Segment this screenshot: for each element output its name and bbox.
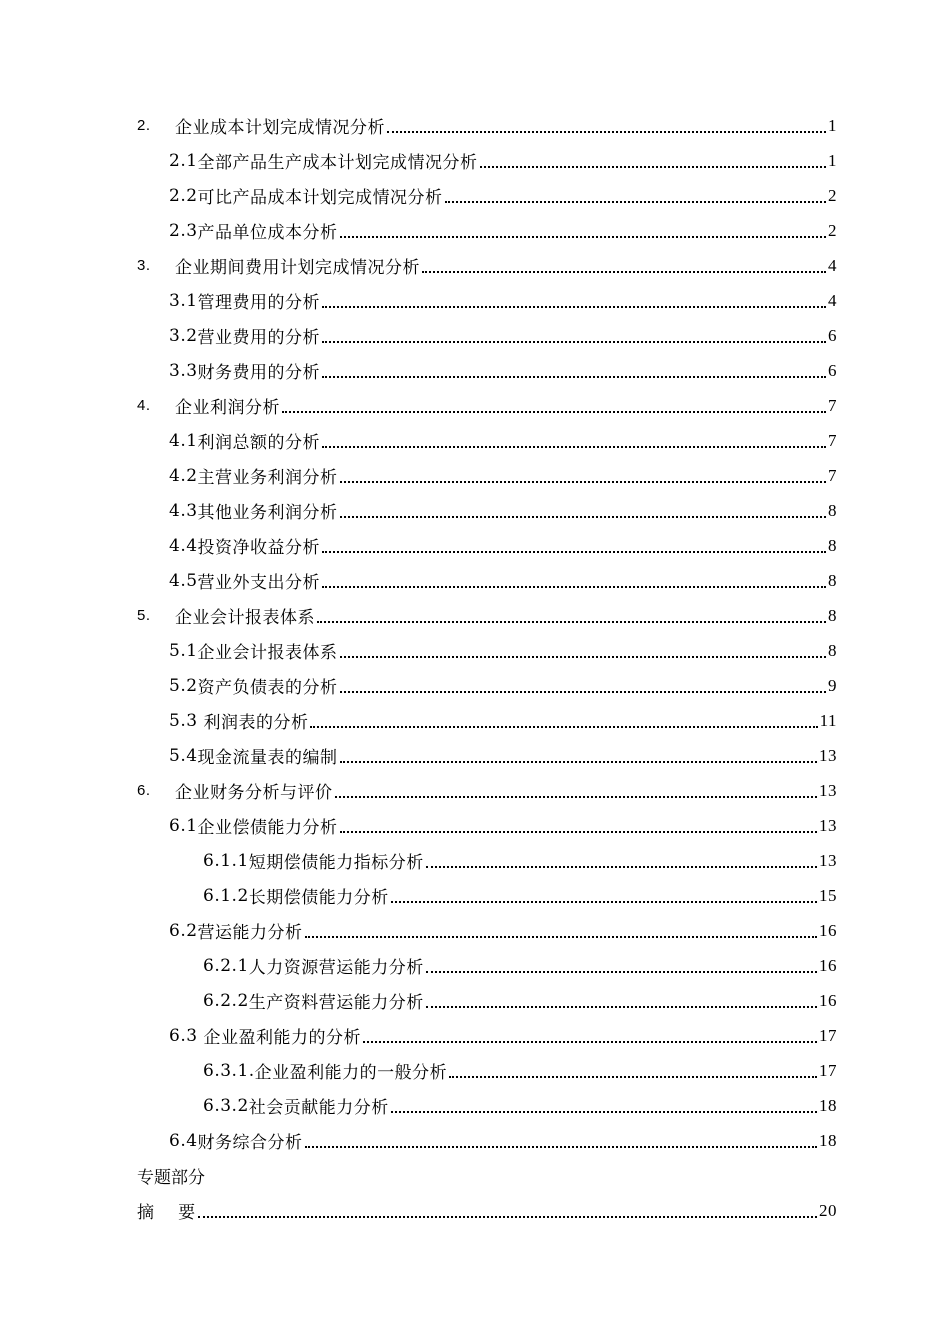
toc-entry-number: 6.1.1 bbox=[203, 850, 249, 871]
dot-leader bbox=[340, 690, 826, 693]
toc-entry-number: 3.1 bbox=[169, 290, 198, 311]
toc-entry-number: 4.3 bbox=[169, 500, 198, 521]
toc-entry-title: 企业偿债能力分析 bbox=[197, 818, 338, 838]
toc-entry[interactable] bbox=[137, 423, 837, 458]
toc-entry-page: 8 bbox=[828, 570, 837, 590]
toc-entry-page: 7 bbox=[828, 430, 837, 450]
dot-leader bbox=[322, 445, 826, 448]
toc-entry-title: 企业会计报表体系 bbox=[197, 643, 338, 663]
toc-entry[interactable] bbox=[137, 318, 837, 353]
toc-entry-title: 社会贡献能力分析 bbox=[248, 1098, 389, 1118]
toc-entry-title: 企业会计报表体系 bbox=[175, 608, 315, 628]
dot-leader bbox=[322, 340, 826, 343]
toc-entry-page: 1 bbox=[828, 150, 837, 170]
dot-leader bbox=[340, 760, 817, 763]
dot-leader bbox=[340, 830, 817, 833]
toc-entry[interactable] bbox=[137, 283, 837, 318]
toc-entry-title: 人力资源营运能力分析 bbox=[248, 958, 424, 978]
toc-entry-page: 4 bbox=[828, 290, 837, 310]
toc-entry-page: 7 bbox=[828, 465, 837, 485]
toc-entry-title: 全部产品生产成本计划完成情况分析 bbox=[197, 153, 478, 173]
dot-leader bbox=[480, 165, 826, 168]
toc-entry[interactable] bbox=[137, 388, 837, 423]
toc-entry-title: 生产资料营运能力分析 bbox=[248, 993, 424, 1013]
dot-leader bbox=[310, 725, 817, 728]
toc-entry-page: 8 bbox=[828, 605, 837, 625]
toc-entry-number: 4.4 bbox=[169, 535, 198, 556]
toc-entry-title: 营业费用的分析 bbox=[197, 328, 321, 348]
toc-entry[interactable] bbox=[137, 878, 837, 913]
toc-entry-title: 管理费用的分析 bbox=[197, 293, 321, 313]
toc-entry-number: 3.2 bbox=[169, 325, 198, 346]
toc-entry-number: 2.2 bbox=[169, 185, 198, 206]
toc-entry-page: 2 bbox=[828, 185, 837, 205]
toc-entry-page: 11 bbox=[819, 710, 837, 730]
dot-leader bbox=[322, 305, 826, 308]
toc-entry-page: 9 bbox=[828, 675, 837, 695]
dot-leader bbox=[363, 1040, 817, 1043]
toc-entry-number: 5.4 bbox=[169, 745, 198, 766]
toc-entry[interactable] bbox=[137, 598, 837, 633]
toc-entry-title: 企业盈利能力的一般分析 bbox=[254, 1063, 448, 1083]
toc-entry[interactable] bbox=[137, 808, 837, 843]
dot-leader bbox=[387, 130, 826, 133]
toc-entry[interactable] bbox=[137, 493, 837, 528]
toc-entry-number: 6.2.1 bbox=[203, 955, 249, 976]
toc-entry-page: 6 bbox=[828, 360, 837, 380]
dot-leader bbox=[322, 550, 826, 553]
table-of-contents bbox=[137, 108, 837, 1228]
toc-entry-number: 6.3.1. bbox=[203, 1060, 255, 1081]
toc-entry-page: 18 bbox=[819, 1095, 837, 1115]
toc-entry-page: 13 bbox=[819, 745, 837, 765]
toc-entry-number: 6.4 bbox=[169, 1130, 198, 1151]
toc-entry[interactable] bbox=[137, 528, 837, 563]
toc-entry-number: 5.3 bbox=[169, 710, 198, 731]
toc-entry[interactable] bbox=[137, 563, 837, 598]
dot-leader bbox=[426, 865, 817, 868]
toc-entry-page: 16 bbox=[819, 955, 837, 975]
toc-entry[interactable] bbox=[137, 773, 837, 808]
toc-entry-number: 6.1 bbox=[169, 815, 198, 836]
toc-entry-title: 财务费用的分析 bbox=[197, 363, 321, 383]
toc-entry-number: 5. bbox=[137, 607, 151, 624]
toc-entry-page: 8 bbox=[828, 640, 837, 660]
toc-entry-page: 8 bbox=[828, 500, 837, 520]
dot-leader bbox=[340, 235, 826, 238]
toc-entry-title: 营业外支出分析 bbox=[197, 573, 321, 593]
toc-entry-page: 16 bbox=[819, 920, 837, 940]
toc-entry-page: 6 bbox=[828, 325, 837, 345]
toc-entry-page: 8 bbox=[828, 535, 837, 555]
dot-leader bbox=[422, 270, 826, 273]
toc-entry-title: 企业盈利能力的分析 bbox=[197, 1028, 361, 1048]
toc-entry-number: 2.3 bbox=[169, 220, 198, 241]
toc-entry[interactable] bbox=[137, 143, 837, 178]
toc-entry[interactable] bbox=[137, 178, 837, 213]
toc-entry[interactable] bbox=[137, 948, 837, 983]
toc-entry-number: 6.2 bbox=[169, 920, 198, 941]
dot-leader bbox=[445, 200, 826, 203]
toc-entry-page: 13 bbox=[819, 850, 837, 870]
toc-entry[interactable] bbox=[137, 1088, 837, 1123]
toc-entry-number: 6.3 bbox=[169, 1025, 198, 1046]
dot-leader bbox=[391, 900, 817, 903]
section-heading: 专题部分 bbox=[137, 1168, 205, 1188]
toc-entry-title: 其他业务利润分析 bbox=[197, 503, 338, 523]
toc-entry-title: 利润总额的分析 bbox=[197, 433, 321, 453]
toc-entry-title: 营运能力分析 bbox=[197, 923, 303, 943]
dot-leader bbox=[426, 970, 817, 973]
toc-entry[interactable] bbox=[137, 248, 837, 283]
toc-entry-number: 4.1 bbox=[169, 430, 198, 451]
toc-entry-page: 13 bbox=[819, 815, 837, 835]
dot-leader bbox=[340, 480, 826, 483]
dot-leader bbox=[340, 655, 826, 658]
toc-list bbox=[137, 108, 837, 1158]
toc-entry-number: 5.1 bbox=[169, 640, 198, 661]
toc-entry[interactable] bbox=[137, 1123, 837, 1158]
toc-entry-title: 主营业务利润分析 bbox=[197, 468, 338, 488]
toc-entry-number: 5.2 bbox=[169, 675, 198, 696]
toc-entry-page: 15 bbox=[819, 885, 837, 905]
toc-entry-title: 财务综合分析 bbox=[197, 1133, 303, 1153]
dot-leader bbox=[449, 1075, 817, 1078]
toc-entry-number: 6.3.2 bbox=[203, 1095, 249, 1116]
dot-leader bbox=[391, 1110, 817, 1113]
toc-entry-number: 6. bbox=[137, 782, 151, 799]
toc-entry[interactable] bbox=[137, 843, 837, 878]
toc-entry-page: 16 bbox=[819, 990, 837, 1010]
toc-entry-number: 3.3 bbox=[169, 360, 198, 381]
toc-entry[interactable] bbox=[137, 353, 837, 388]
toc-entry-number: 6.1.2 bbox=[203, 885, 249, 906]
toc-entry-title: 企业利润分析 bbox=[175, 398, 280, 418]
toc-entry-page: 20 bbox=[819, 1200, 837, 1220]
toc-entry-title: 资产负债表的分析 bbox=[197, 678, 338, 698]
toc-entry-number: 3. bbox=[137, 257, 151, 274]
toc-entry[interactable] bbox=[137, 633, 837, 668]
toc-entry-page: 2 bbox=[828, 220, 837, 240]
dot-leader bbox=[340, 515, 826, 518]
toc-entry-title: 利润表的分析 bbox=[197, 713, 309, 733]
dot-leader bbox=[282, 410, 826, 413]
toc-entry-title: 产品单位成本分析 bbox=[197, 223, 338, 243]
toc-entry-title: 企业成本计划完成情况分析 bbox=[175, 118, 385, 138]
dot-leader bbox=[305, 935, 817, 938]
dot-leader bbox=[322, 375, 826, 378]
dot-leader bbox=[322, 585, 826, 588]
dot-leader bbox=[426, 1005, 817, 1008]
toc-entry-number: 4.2 bbox=[169, 465, 198, 486]
toc-entry-title: 现金流量表的编制 bbox=[197, 748, 338, 768]
toc-entry-number: 4. bbox=[137, 397, 151, 414]
dot-leader bbox=[335, 795, 818, 798]
toc-entry[interactable] bbox=[137, 458, 837, 493]
toc-entry-title: 可比产品成本计划完成情况分析 bbox=[197, 188, 443, 208]
dot-leader bbox=[305, 1145, 817, 1148]
toc-entry-page: 18 bbox=[819, 1130, 837, 1150]
toc-entry-number: 2. bbox=[137, 117, 151, 134]
toc-entry-page: 17 bbox=[819, 1025, 837, 1045]
toc-entry-title: 投资净收益分析 bbox=[197, 538, 321, 558]
toc-entry-abstract[interactable] bbox=[137, 1193, 837, 1228]
toc-entry[interactable] bbox=[137, 703, 837, 738]
toc-entry-page: 7 bbox=[828, 395, 837, 415]
toc-entry[interactable] bbox=[137, 983, 837, 1018]
toc-entry-page: 4 bbox=[828, 255, 837, 275]
toc-entry[interactable] bbox=[137, 668, 837, 703]
toc-entry-number: 2.1 bbox=[169, 150, 198, 171]
toc-entry-page: 1 bbox=[828, 115, 837, 135]
toc-entry-title: 企业期间费用计划完成情况分析 bbox=[175, 258, 420, 278]
toc-entry-page: 17 bbox=[819, 1060, 837, 1080]
toc-entry-title: 短期偿债能力指标分析 bbox=[248, 853, 424, 873]
toc-entry[interactable] bbox=[137, 1053, 837, 1088]
toc-entry-title: 长期偿债能力分析 bbox=[248, 888, 389, 908]
toc-entry-number: 6.2.2 bbox=[203, 990, 249, 1011]
toc-entry[interactable] bbox=[137, 108, 837, 143]
toc-entry-number: 4.5 bbox=[169, 570, 198, 591]
dot-leader bbox=[198, 1215, 817, 1218]
toc-entry[interactable] bbox=[137, 738, 837, 773]
toc-entry[interactable] bbox=[137, 213, 837, 248]
toc-entry-title: 企业财务分析与评价 bbox=[175, 783, 333, 803]
dot-leader bbox=[317, 620, 826, 623]
toc-entry-title: 摘 要 bbox=[137, 1203, 196, 1223]
toc-entry[interactable] bbox=[137, 1018, 837, 1053]
toc-entry-page: 13 bbox=[819, 780, 837, 800]
toc-entry[interactable] bbox=[137, 913, 837, 948]
